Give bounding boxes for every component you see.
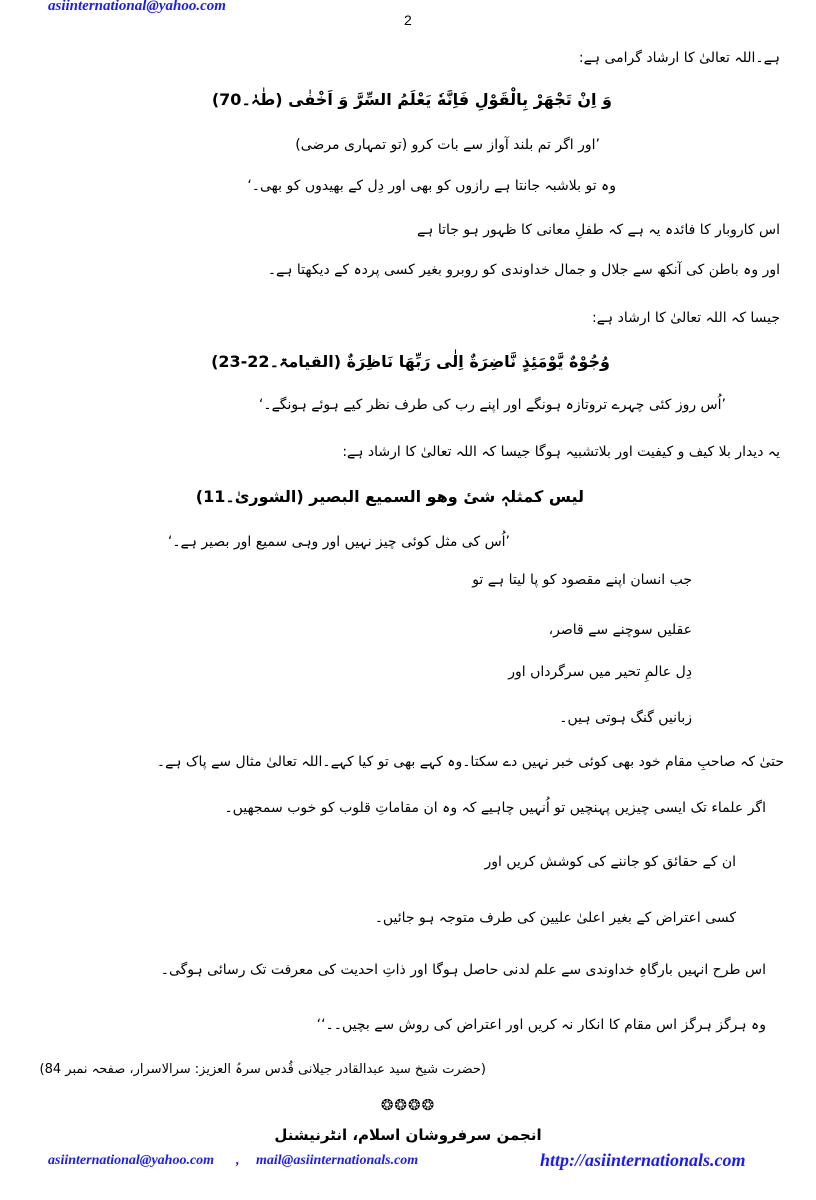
text-line: یہ دیدار بلا کیف و کیفیت اور بلاتشبیہ ہوگا جیسا کہ اللہ تعالیٰ کا ارشاد ہے: (342, 444, 780, 460)
quran-verse: وُجُوْهٌ يَّوْمَئِذٍ نَّاضِرَةٌ اِلٰى رَبِّهَا نَاظِرَةٌ (القیامۃ۔22-23) (211, 352, 610, 371)
organization-name: انجمن سرفروشان اسلام، انٹرنیشنل (274, 1126, 542, 1144)
header-email-link[interactable]: asiinternational@yahoo.com (48, 0, 226, 14)
ornament-divider: ❂❂❂❂ (380, 1096, 436, 1114)
footer-email-link-2[interactable]: mail@asiinternationals.com (256, 1153, 419, 1168)
footer-separator: , (236, 1153, 240, 1168)
footer-email-link[interactable]: asiinternational@yahoo.com (48, 1153, 215, 1168)
text-line: دِل عالمِ تحیر میں سرگرداں اور (508, 664, 692, 680)
text-line: اس طرح انہیں بارگاہِ خداوندی سے علم لدنی حاصل ہوگا اور ذاتِ احدیت کی معرفت تک رسائی ہوگی۔ (160, 962, 766, 978)
text-line: جب انسان اپنے مقصود کو پا لیتا ہے تو (472, 572, 692, 588)
text-line: وہ ہرگز ہرگز اس مقام کا انکار نہ کریں اور اعتراض کی روش سے بچیں۔۔‘‘ (316, 1017, 766, 1033)
text-line: اور وہ باطن کی آنکھ سے جلال و جمال خداوندی کو روبرو بغیر کسی پردہ کے دیکھتا ہے۔ (267, 262, 780, 278)
text-line: زبانیں گنگ ہوتی ہیں۔ (559, 710, 692, 726)
translation-line: ’اُس کی مثل کوئی چیز نہیں اور وہی سمیع اور بصیر ہے۔‘ (167, 534, 510, 550)
citation: (حضرت شیخ سید عبدالقادر جیلانی قُدس سرہُ العزیز: سرالاسرار، صفحہ نمبر 84) (39, 1062, 486, 1077)
text-line: جیسا کہ اللہ تعالیٰ کا ارشاد ہے: (592, 310, 780, 326)
page-number: 2 (404, 12, 412, 28)
text-line: عقلیں سوچنے سے قاصر، (548, 622, 692, 638)
quran-verse: وَ اِنْ تَجْهَرْ بِالْقَوْلِ فَاِنَّهٗ يَعْلَمُ السِّرَّ وَ اَخْفٰى (طٰہٰ۔70) (211, 90, 612, 109)
website-link[interactable]: http://asiinternationals.com (540, 1150, 746, 1170)
text-line: اگر علماء تک ایسی چیزیں پہنچیں تو اُنہیں چاہیے کہ وہ ان مقاماتِ قلوب کو خوب سمجھیں۔ (224, 800, 766, 816)
text-line: حتیٰ کہ صاحبِ مقام خود بھی کوئی خبر نہیں دے سکتا۔وہ کہے بھی تو کیا کہے۔اللہ تعالیٰ مثال سے پاک ہے۔ (156, 754, 784, 770)
quran-verse: لیس کمثلہٖ شیٔ وھو السمیع البصیر (الشوریٰ۔11) (195, 487, 584, 506)
text-line: اس کاروبار کا فائدہ یہ ہے کہ طفلِ معانی کا ظہور ہو جاتا ہے (416, 222, 780, 238)
text-line: ان کے حقائق کو جاننے کی کوشش کریں اور (484, 854, 736, 870)
translation-line: وہ تو بلاشبہ جانتا ہے رازوں کو بھی اور دِل کے بھیدوں کو بھی۔‘ (247, 178, 616, 194)
text-line: ہے۔اللہ تعالیٰ کا ارشاد گرامی ہے: (578, 50, 780, 66)
translation-line: ’اُس روز کئی چہرے تروتازہ ہونگے اور اپنے رب کی طرف نظر کیے ہوئے ہونگے۔‘ (258, 397, 726, 413)
translation-line: ’اور اگر تم بلند آواز سے بات کرو (تو تمہاری مرضی) (295, 137, 600, 153)
text-line: کسی اعتراض کے بغیر اعلیٰ علیین کی طرف متوجہ ہو جائیں۔ (374, 910, 736, 926)
